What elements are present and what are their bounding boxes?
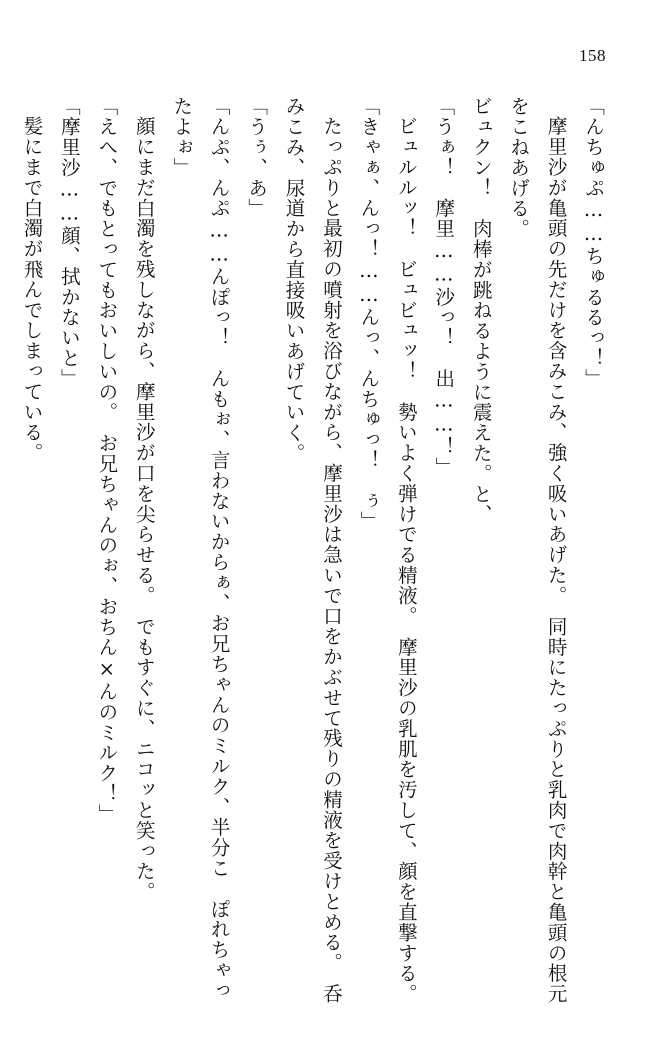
paragraph: たっぷりと最初の噴射を浴びながら、摩里沙は急いで口をかぶせて残りの精液を受けとめる。 呑みこみ、尿道から直接吸いあげていく。 (282, 96, 343, 1004)
paragraph: 「うぁ！ 摩里……沙っ！ 出……！」 (432, 96, 456, 478)
paragraph: 「えへ、でもとってもおいしいの。 お兄ちゃんのぉ、おちん×んのミルク！」 (95, 96, 119, 825)
paragraph: 髪にまで白濁が飛んでしまっている。 (20, 115, 44, 463)
paragraph: 「んぷ、んぷ……んぽっ！ んもぉ、言わないからぁ、お兄ちゃんのミルク、半分こ ぽれちゃったよぉ」 (170, 96, 231, 1001)
paragraph: 「うぅ、あ」 (245, 96, 269, 219)
paragraph: ビュクン！ 肉棒が跳ねるように震えた。と、 (469, 96, 493, 525)
page-body-text (20, 96, 612, 1016)
paragraph: 摩里沙が亀頭の先だけを含みこみ、強く吸いあげた。 同時にたっぷりと乳肉で肉幹と亀頭の根元をこねあげる。 (507, 96, 568, 1004)
paragraph: 「んちゅぷ……ちゅるるっ！」 (582, 96, 605, 389)
paragraph: 「摩里沙……顔、拭かないと」 (57, 96, 81, 389)
paragraph: 「きゃぁ、んっ！……んっ、んちゅっ！ ぅ」 (357, 96, 381, 532)
paragraph: ビュルルッ！ ビュビュッ！ 勢いよく弾けでる精液。 摩里沙の乳肌を汚して、顔を直撃する。 (394, 115, 418, 1004)
page-number: 158 (579, 46, 606, 65)
paragraph: 顔にまだ白濁を残しながら、摩里沙が口を尖らせる。 でもすぐに、ニコッと笑った。 (132, 115, 156, 902)
